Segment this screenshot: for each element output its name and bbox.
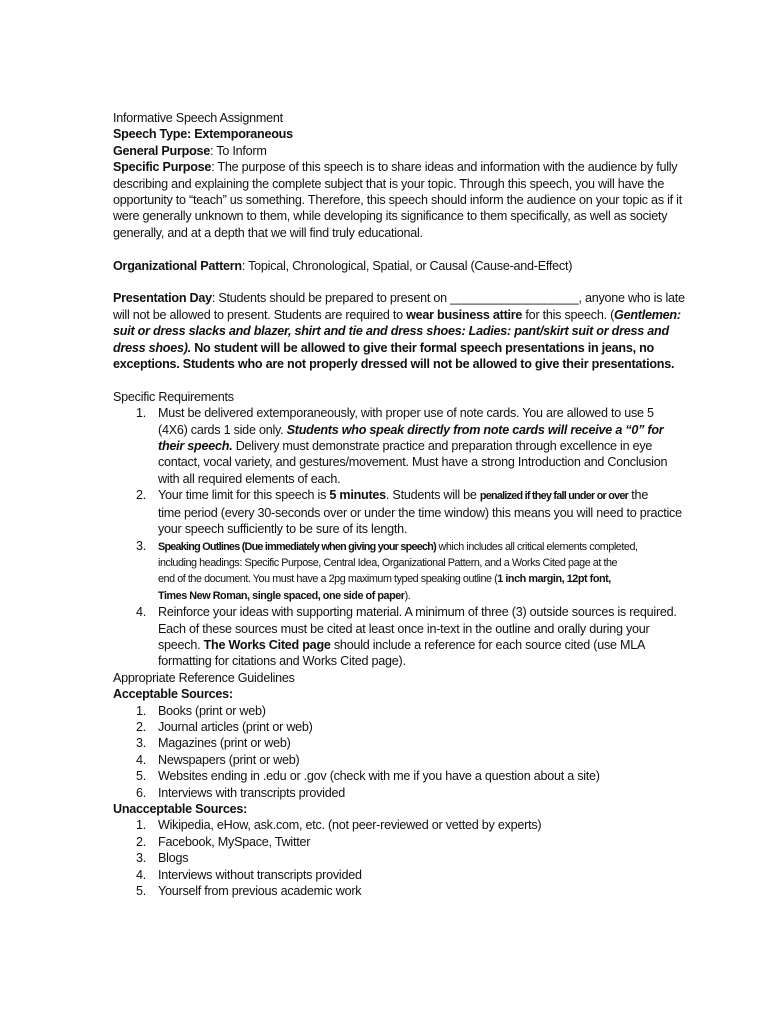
requirement-text: including headings: Specific Purpose, Central Idea, Organizational Pattern, and a Works Cited page at the [158, 556, 618, 569]
list-number: 3. [136, 538, 147, 553]
dress-code-emphasis: dress shoes). [113, 340, 191, 355]
reference-guidelines-heading: Appropriate Reference Guidelines [113, 670, 295, 685]
dress-code-emphasis: suit or dress slacks and blazer, shirt and tie and dress shoes: Ladies: pant/skirt suit or dress and [113, 324, 669, 339]
specific-purpose-text: were generally unknown to them, while developing its significance to them specifically, as well as society [113, 209, 668, 224]
requirement-item [113, 405, 668, 487]
specific-purpose-text: opportunity to “teach” us something. Therefore, this speech should inform the audience on your topic as if it [113, 193, 682, 208]
presentation-day-text: : Students should be prepared to present on ___________________, anyone who is late [211, 291, 685, 306]
unacceptable-sources-heading: Unacceptable Sources: [113, 802, 248, 817]
list-item [113, 785, 658, 801]
requirement-text: end of the document. You must have a 2pg maximum typed speaking outline ( [158, 573, 498, 586]
works-cited-emphasis: The Works Cited page [203, 637, 331, 652]
list-number: 4. [136, 605, 147, 620]
requirement-text: . Students will be [385, 488, 480, 503]
general-purpose [113, 143, 658, 159]
presentation-day-line [113, 340, 658, 356]
requirement-text: with all required elements of each. [158, 471, 341, 486]
requirement-text: the [628, 488, 649, 503]
requirement-text [158, 487, 658, 504]
requirement-text [158, 571, 658, 587]
penalty-emphasis: penalized if they fall under or over [479, 490, 629, 503]
presentation-day-label: Presentation Day [113, 291, 212, 306]
list-item [113, 719, 658, 735]
source-text: Books (print or web) [158, 703, 266, 718]
requirement-text: Must be delivered extemporaneously, with proper use of note cards. You are allowed to use 5 [158, 406, 654, 421]
requirement-text: which includes all critical elements completed, [435, 540, 638, 553]
list-number: 5. [136, 884, 147, 899]
presentation-day-line [113, 307, 681, 323]
requirement-text [158, 438, 658, 454]
requirement-text: Reinforce your ideas with supporting material. A minimum of three (3) outside sources is required. [158, 605, 677, 620]
spacer [113, 241, 658, 257]
requirement-text: Each of these sources must be cited at least once in-text in the outline and orally during your [158, 621, 650, 636]
source-text: Magazines (print or web) [158, 736, 291, 751]
list-number: 1. [136, 406, 147, 421]
presentation-text: for this speech. ( [522, 307, 615, 322]
list-number: 2. [136, 488, 147, 503]
source-text: Interviews without transcripts provided [158, 867, 362, 882]
list-item [113, 735, 658, 751]
speech-type: Speech Type: Extemporaneous [113, 127, 293, 142]
note-cards-warning: their speech. [158, 439, 233, 454]
format-emphasis: Times New Roman, single spaced, one side of paper [158, 589, 405, 602]
acceptable-sources-heading: Acceptable Sources: [113, 687, 233, 702]
presentation-text: will not be allowed to present. Students are required to [113, 307, 407, 322]
dress-code-emphasis: Gentlemen: [614, 307, 681, 322]
list-item [113, 768, 658, 784]
source-text: Websites ending in .edu or .gov (check with me if you have a question about a site) [158, 769, 600, 784]
source-text: Facebook, MySpace, Twitter [158, 834, 311, 849]
source-text: Journal articles (print or web) [158, 719, 313, 734]
unacceptable-sources-list [113, 817, 658, 899]
specific-purpose-line [113, 159, 678, 175]
document-page [113, 110, 685, 899]
list-number: 3. [136, 736, 147, 751]
presentation-day-line [113, 290, 685, 306]
list-number: 2. [136, 719, 147, 734]
requirement-text: Delivery must demonstrate practice and preparation through excellence in eye [232, 439, 653, 454]
requirement-text: Your time limit for this speech is [158, 488, 330, 503]
spacer [113, 372, 658, 388]
source-text: Interviews with transcripts provided [158, 785, 345, 800]
list-item [113, 703, 658, 719]
specific-purpose-text: : The purpose of this speech is to share ideas and information with the audience by fully [211, 160, 678, 175]
requirement-item [113, 487, 682, 537]
organizational-pattern-label: Organizational Pattern [113, 258, 242, 273]
format-emphasis: 1 inch margin, 12pt font, [497, 573, 611, 586]
list-number: 2. [136, 834, 147, 849]
jeans-policy: exceptions. Students who are not properly dressed will not be allowed to give their presentations. [113, 357, 675, 372]
requirement-text: contact, vocal variety, and gestures/movement. Must have a strong Introduction and Conclusion [158, 455, 668, 470]
specific-purpose-text: describing and explaining the complete subject that is your topic. Through this speech, you will have the [113, 176, 665, 191]
requirement-text: should include a reference for each source cited (use MLA [330, 637, 646, 652]
list-item [113, 867, 658, 883]
general-purpose-label: General Purpose [113, 143, 211, 158]
acceptable-sources-list [113, 703, 658, 801]
time-limit-emphasis: 5 minutes [329, 488, 386, 503]
source-text: Newspapers (print or web) [158, 752, 300, 767]
requirements-heading: Specific Requirements [113, 389, 234, 404]
requirement-text: ). [404, 589, 411, 602]
requirement-text: formatting for citations and Works Cited page). [158, 654, 406, 669]
requirement-text [158, 422, 664, 438]
requirement-text: (4X6) cards 1 side only. [158, 422, 287, 437]
general-purpose-value: : To Inform [210, 143, 267, 158]
list-item [113, 883, 658, 899]
source-text: Wikipedia, eHow, ask.com, etc. (not peer-reviewed or vetted by experts) [158, 818, 542, 833]
list-item [113, 834, 658, 850]
jeans-policy: No student will be allowed to give their formal speech presentations in jeans, no [190, 340, 655, 355]
list-item [113, 817, 658, 833]
business-attire-emphasis: wear business attire [406, 307, 523, 322]
requirement-item [113, 538, 658, 605]
list-number: 6. [136, 785, 147, 800]
specific-purpose-text: generally, and at a depth that we will find truly educational. [113, 225, 423, 240]
list-number: 4. [136, 867, 147, 882]
speaking-outlines-emphasis: Speaking Outlines (Due immediately when giving your speech) [158, 540, 436, 553]
requirement-text: speech. [158, 637, 204, 652]
note-cards-warning: Students who speak directly from note cards will receive a “0” for [286, 422, 664, 437]
list-item [113, 752, 658, 768]
list-item [113, 850, 658, 866]
specific-purpose-label: Specific Purpose [113, 160, 212, 175]
requirement-text [158, 588, 658, 604]
list-number: 3. [136, 851, 147, 866]
requirement-item [113, 604, 677, 670]
organizational-pattern-value: : Topical, Chronological, Spatial, or Causal (Cause-and-Effect) [241, 258, 573, 273]
requirement-text [158, 538, 658, 555]
requirement-text: your speech sufficiently to be sure of its length. [158, 522, 408, 537]
document-title: Informative Speech Assignment [113, 111, 283, 125]
requirement-text: time period (every 30-seconds over or under the time window) this means you will need to practice [158, 505, 682, 520]
source-text: Blogs [158, 851, 189, 866]
requirement-text [158, 637, 658, 653]
spacer [113, 274, 658, 290]
list-number: 1. [136, 703, 147, 718]
list-number: 4. [136, 752, 147, 767]
list-number: 5. [136, 769, 147, 784]
organizational-pattern [113, 258, 658, 274]
list-number: 1. [136, 818, 147, 833]
source-text: Yourself from previous academic work [158, 884, 362, 899]
